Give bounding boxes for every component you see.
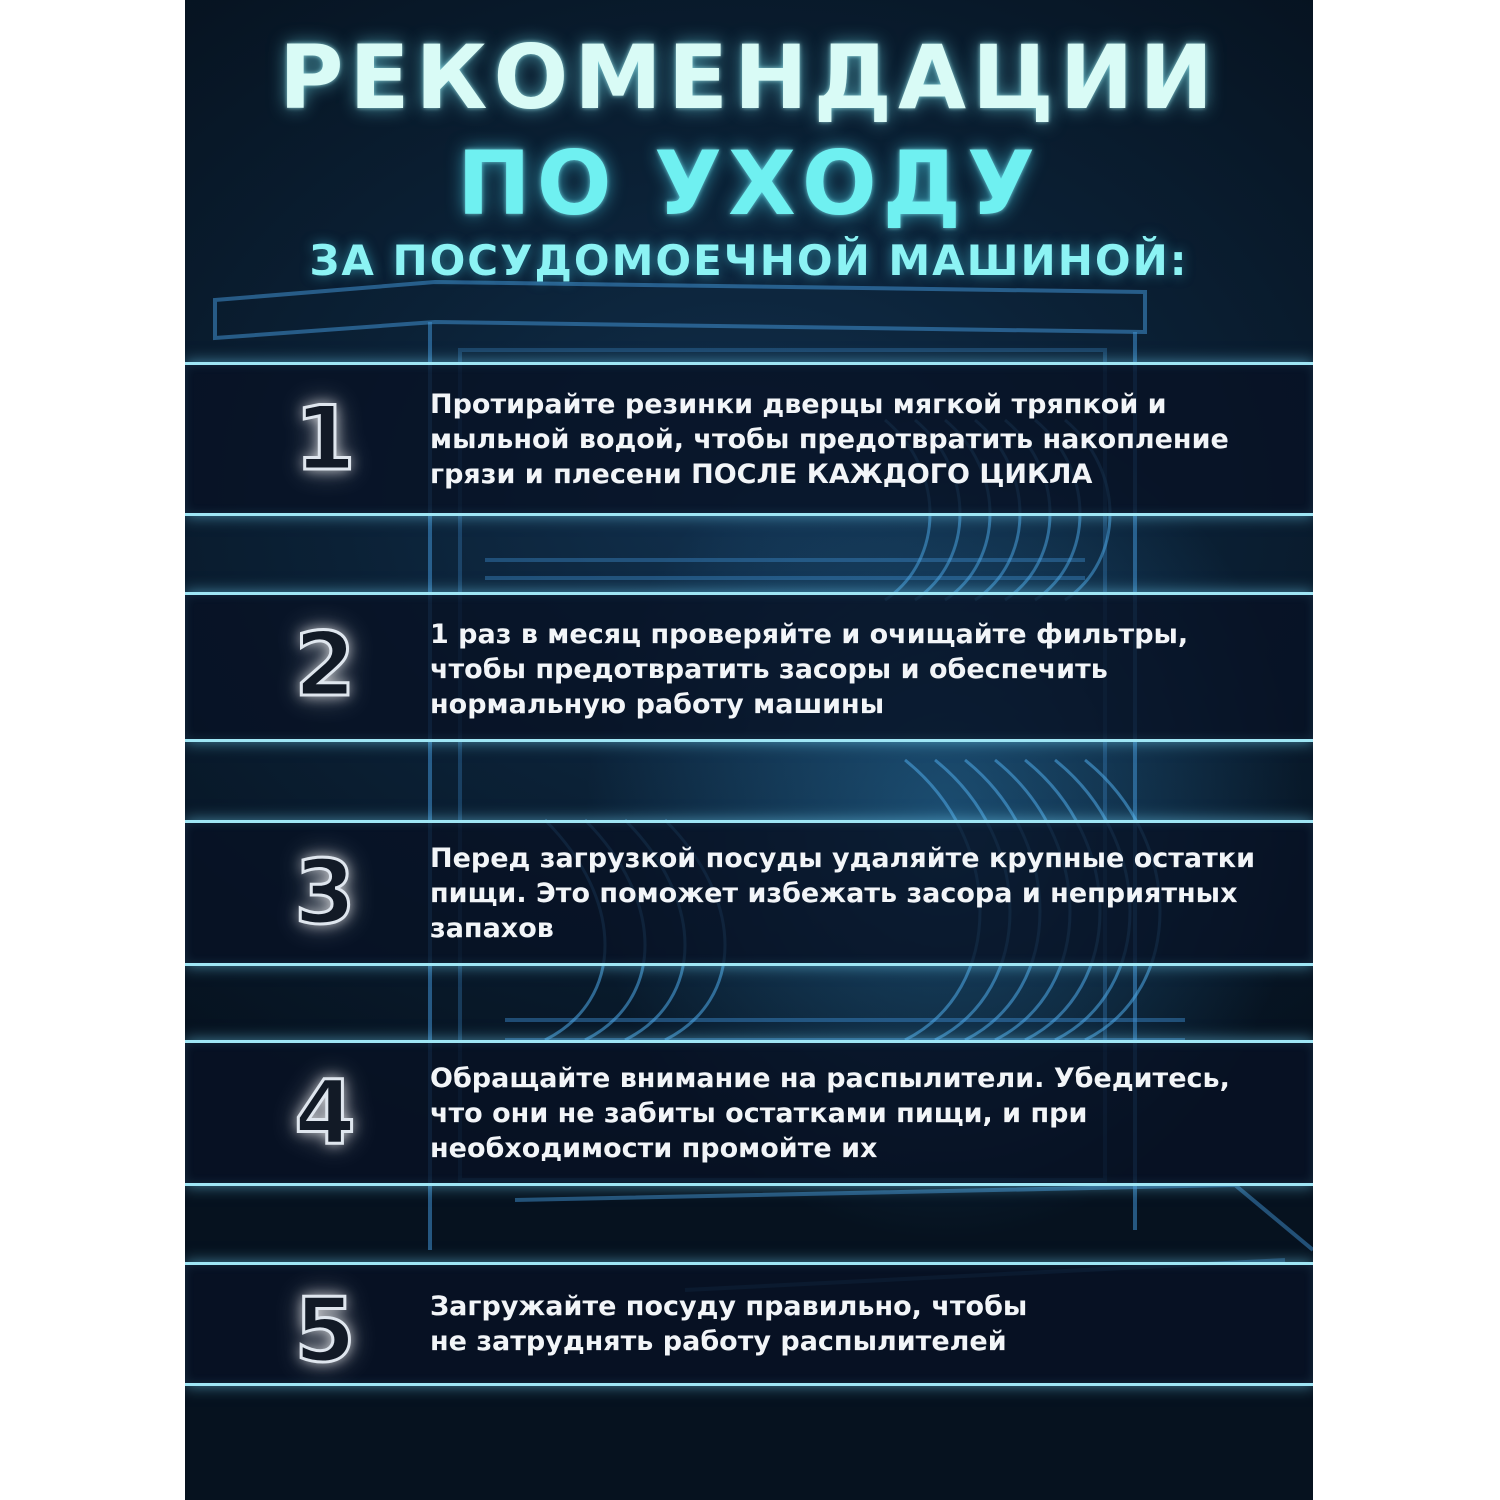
recommendation-item-4 [185, 1040, 1313, 1186]
item-number: 2 [294, 613, 356, 716]
recommendation-item-1 [185, 362, 1313, 516]
item-number: 3 [294, 841, 356, 944]
recommendation-item-3 [185, 820, 1313, 966]
item-text: Обращайте внимание на распылители. Убедитесь, что они не забиты остатками пищи, и при необходимости промойте их [430, 1063, 1230, 1164]
item-text: Протирайте резинки дверцы мягкой тряпкой и мыльной водой, чтобы предотвратить накопление грязи и плесени ПОСЛЕ КАЖДОГО ЦИКЛА [430, 389, 1229, 490]
poster [185, 0, 1313, 1500]
item-text: Перед загрузкой посуды удаляйте крупные остатки пищи. Это поможет избежать засора и неприятных запахов [430, 843, 1256, 944]
item-text: Загружайте посуду правильно, чтобы не затруднять работу распылителей [430, 1291, 1028, 1357]
item-text: 1 раз в месяц проверяйте и очищайте фильтры, чтобы предотвратить засоры и обеспечить нормальную работу машины [430, 619, 1189, 720]
recommendation-item-5 [185, 1262, 1313, 1386]
title-line-3: ЗА ПОСУДОМОЕЧНОЙ МАШИНОЙ: [309, 236, 1189, 285]
recommendation-item-2 [185, 592, 1313, 742]
title-line-2: ПО УХОДУ [457, 132, 1041, 235]
item-number: 5 [294, 1279, 356, 1382]
title-line-1: РЕКОМЕНДАЦИИ [278, 26, 1220, 129]
item-number: 4 [294, 1061, 356, 1164]
item-number: 1 [294, 387, 356, 490]
